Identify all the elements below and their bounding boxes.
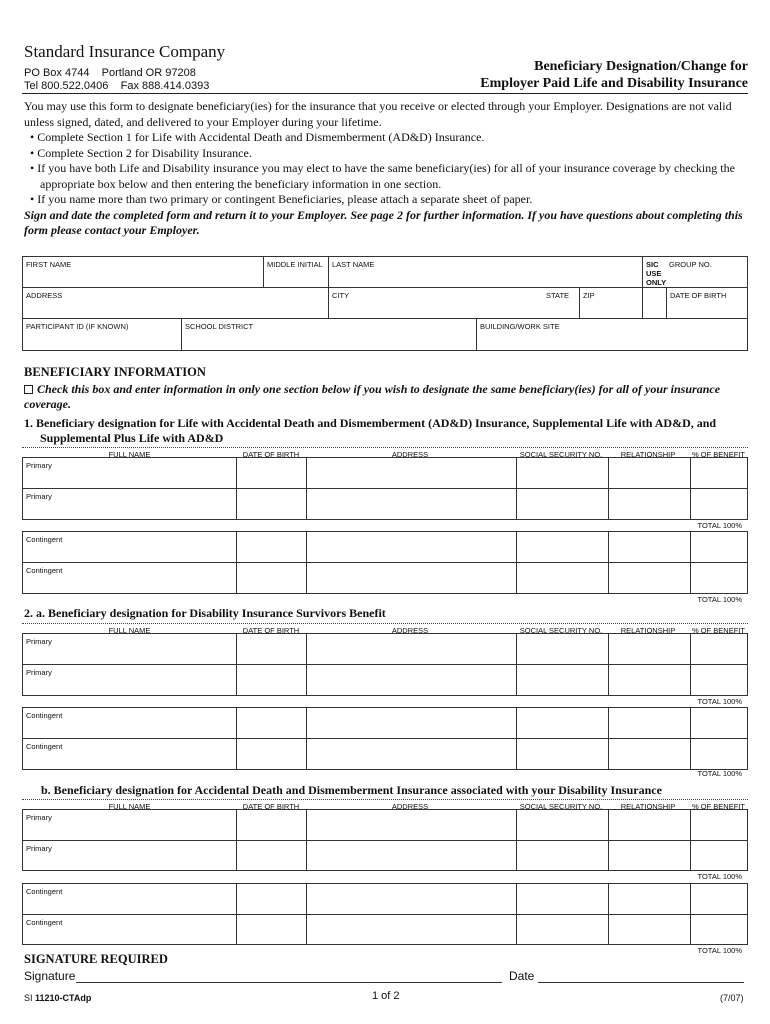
intro-bullet-3: • If you have both Life and Disability insurance you may elect to have the same beneficiary(ies) for all of your insurance coverage by checking the appropriate box below and then entering the beneficiary information in one section. [30,161,735,191]
primary-label: Primary [26,844,52,853]
col-ssn: SOCIAL SECURITY NO. [519,626,603,635]
contingent-rows[interactable] [22,531,748,594]
col-ssn: SOCIAL SECURITY NO. [519,450,603,459]
col-full-name: FULL NAME [108,802,151,811]
last-name-field[interactable]: LAST NAME [332,260,375,269]
form-prefix: SI [24,993,33,1003]
section-1-title: 1. Beneficiary designation for Life with Accidental Death and Dismemberment (AD&D) Insurance, Supplemental Life with AD&D, and Supplemental Plus Life with AD&D [24,416,717,445]
date-label: Date [509,969,535,983]
header-rule [22,93,748,94]
signature-label: Signature [24,969,76,983]
col-address: ADDRESS [391,626,429,635]
section-2a-title: 2. a. Beneficiary designation for Disability Insurance Survivors Benefit [24,606,386,620]
total-label: TOTAL 100% [697,769,742,778]
same-beneficiary-checkbox[interactable] [24,385,33,394]
primary-label: Primary [26,492,52,501]
contingent-label: Contingent [26,535,63,544]
form-number [24,993,91,1003]
col-dob: DATE OF BIRTH [242,450,300,459]
primary-label: Primary [26,668,52,677]
intro-bullet-1: • Complete Section 1 for Life with Accidental Death and Dismemberment (AD&D) Insurance. [30,130,485,144]
signature-heading: SIGNATURE REQUIRED [24,952,168,966]
group-no-field[interactable]: GROUP NO. [669,260,712,269]
col-address: ADDRESS [391,450,429,459]
form-title [480,58,748,92]
beneficiary-heading: BENEFICIARY INFORMATION [24,365,206,379]
primary-label: Primary [26,637,52,646]
total-label: TOTAL 100% [697,697,742,706]
sic-label: SIC [646,260,659,269]
first-name-field[interactable]: FIRST NAME [26,260,72,269]
section-2b-title: b. Beneficiary designation for Accidental Death and Dismemberment Insurance associated with your Disability Insurance [41,783,662,797]
contingent-label: Contingent [26,742,63,751]
intro-text [24,99,750,239]
primary-rows[interactable] [22,809,748,871]
use-label: USE [646,269,662,278]
primary-rows[interactable] [22,457,748,520]
col-percent: % OF BENEFIT [692,626,745,635]
intro-paragraph: You may use this form to designate beneficiary(ies) for the insurance that you receive or elected through your Employer. Designations are not valid unless signed, dated, and delivered to your Employer during your lifetime. [24,99,732,129]
total-label: TOTAL 100% [697,946,742,955]
middle-initial-field[interactable]: MIDDLE INITIAL [267,260,323,269]
form-title-line1: Beneficiary Designation/Change for [534,59,748,74]
contingent-label: Contingent [26,887,63,896]
date-line[interactable] [538,968,744,983]
dob-field[interactable]: DATE OF BIRTH [670,291,727,300]
col-full-name: FULL NAME [108,626,151,635]
school-district-field[interactable]: SCHOOL DISTRICT [185,322,254,331]
col-percent: % OF BENEFIT [692,450,745,459]
primary-label: Primary [26,813,52,822]
participant-info-grid [22,256,748,351]
contingent-rows[interactable] [22,883,748,945]
contingent-label: Contingent [26,918,63,927]
participant-id-field[interactable]: PARTICIPANT ID (IF KNOWN) [26,322,129,331]
form-title-line2: Employer Paid Life and Disability Insurance [480,76,748,91]
building-field[interactable]: BUILDING/WORK SITE [480,322,560,331]
intro-bullet-4: • If you name more than two primary or contingent Beneficiaries, please attach a separate sheet of paper. [30,192,533,206]
instructions: Sign and date the completed form and return it to your Employer. See page 2 for further information. If you have questions about completing this form please contact your Employer. [24,207,743,237]
primary-label: Primary [26,461,52,470]
contingent-label: Contingent [26,711,63,720]
page-number: 1 of 2 [372,990,400,1002]
zip-field[interactable]: ZIP [583,291,595,300]
company-name: Standard Insurance Company [24,42,226,61]
contingent-label: Contingent [26,566,63,575]
col-address: ADDRESS [391,802,429,811]
same-beneficiary-option [24,382,724,412]
total-label: TOTAL 100% [697,595,742,604]
col-relationship: RELATIONSHIP [620,626,676,635]
company-address: PO Box 4744 Portland OR 97208 [24,67,196,79]
form-id: 11210-CTAdp [35,993,92,1003]
col-percent: % OF BENEFIT [692,802,745,811]
revision-date: (7/07) [720,993,744,1003]
col-dob: DATE OF BIRTH [242,802,300,811]
primary-rows[interactable] [22,633,748,696]
address-field[interactable]: ADDRESS [26,291,63,300]
col-dob: DATE OF BIRTH [242,626,300,635]
city-field[interactable]: CITY [332,291,350,300]
total-label: TOTAL 100% [697,521,742,530]
signature-line[interactable] [76,968,502,983]
col-full-name: FULL NAME [108,450,151,459]
col-relationship: RELATIONSHIP [620,450,676,459]
col-ssn: SOCIAL SECURITY NO. [519,802,603,811]
same-beneficiary-text: Check this box and enter information in only one section below if you wish to designate the same beneficiary(ies) for all of your insurance coverage. [24,382,721,411]
col-relationship: RELATIONSHIP [620,802,676,811]
state-field[interactable]: STATE [546,291,570,300]
intro-bullet-2: • Complete Section 2 for Disability Insurance. [30,145,252,160]
company-phone: Tel 800.522.0406 Fax 888.414.0393 [24,80,210,92]
total-label: TOTAL 100% [697,872,742,881]
contingent-rows[interactable] [22,707,748,770]
only-label: ONLY [646,278,667,287]
